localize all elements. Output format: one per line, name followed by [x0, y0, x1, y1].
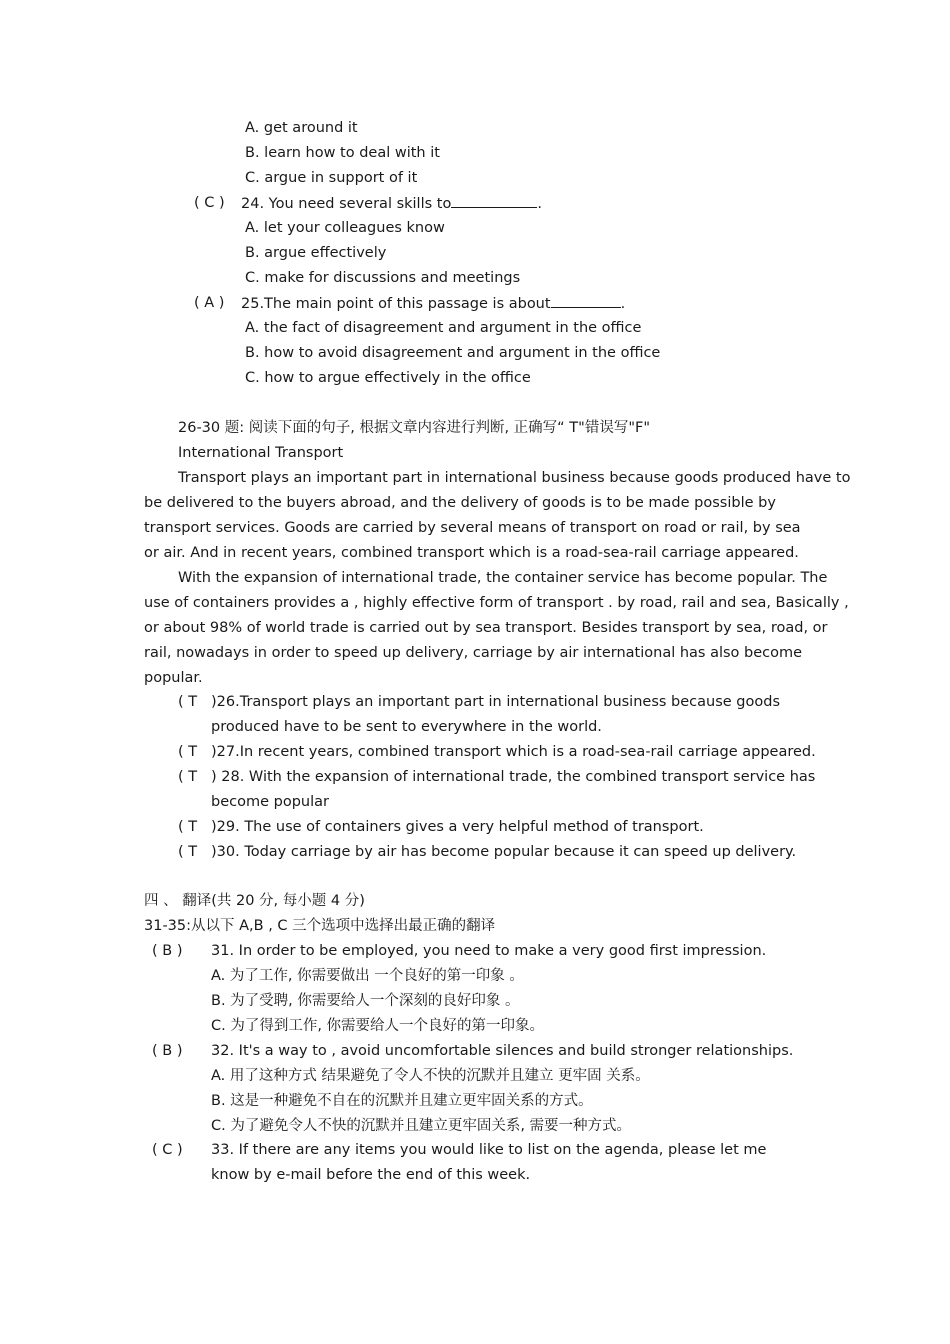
translation-instruction: 31-35:从以下 A,B , C 三个选项中选择出最正确的翻译: [144, 918, 496, 934]
q31-answer: ( B ): [152, 943, 183, 959]
passage-line: Transport plays an important part in international business because goods produced have to: [178, 470, 851, 486]
tf30-line1: )30. Today carriage by air has become popular because it can speed up delivery.: [211, 844, 797, 860]
q32-stem: 32. It's a way to , avoid uncomfortable silences and build stronger relationships.: [211, 1043, 794, 1059]
q31-option-a: A. 为了工作, 你需要做出 一个良好的第一印象 。: [211, 968, 524, 984]
passage-line: use of containers provides a , highly effective form of transport . by road, rail and sea, Basically ,: [144, 595, 849, 611]
tf26-answer: ( T: [178, 694, 198, 710]
q32-answer: ( B ): [152, 1043, 183, 1059]
tf26-line2: produced have to be sent to everywhere in the world.: [211, 719, 602, 735]
q23-option-c: C. argue in support of it: [245, 170, 418, 186]
tf30-answer: ( T: [178, 844, 198, 860]
passage-line: or about 98% of world trade is carried out by sea transport. Besides transport by sea, road, or: [144, 620, 828, 636]
passage-line: With the expansion of international trade, the container service has become popular. The: [178, 570, 828, 586]
q23-option-a: A. get around it: [245, 120, 358, 136]
passage-line: or air. And in recent years, combined transport which is a road-sea-rail carriage appeared.: [144, 545, 799, 561]
q24-option-b: B. argue effectively: [245, 245, 387, 261]
translation-heading: 四 、 翻译(共 20 分, 每小题 4 分): [144, 893, 365, 909]
q25-blank: [551, 293, 621, 308]
q31-stem: 31. In order to be employed, you need to make a very good first impression.: [211, 943, 767, 959]
tf27-line1: )27.In recent years, combined transport which is a road-sea-rail carriage appeared.: [211, 744, 816, 760]
q25-option-a: A. the fact of disagreement and argument in the office: [245, 320, 642, 336]
reading-instruction: 26-30 题: 阅读下面的句子, 根据文章内容进行判断, 正确写“ T"错误写"F": [178, 420, 650, 436]
q25-answer: ( A ): [194, 295, 225, 311]
tf29-line1: )29. The use of containers gives a very helpful method of transport.: [211, 819, 704, 835]
tf28-line2: become popular: [211, 794, 329, 810]
q33-answer: ( C ): [152, 1142, 183, 1158]
reading-title: International Transport: [178, 445, 344, 461]
q24-stem: 24. You need several skills to .: [241, 193, 542, 214]
q32-option-b: B. 这是一种避免不自在的沉默并且建立更牢固关系的方式。: [211, 1093, 593, 1109]
q25-option-b: B. how to avoid disagreement and argument in the office: [245, 345, 661, 361]
q24-answer: ( C ): [194, 195, 225, 211]
q25-option-c: C. how to argue effectively in the office: [245, 370, 531, 386]
q33-line1: 33. If there are any items you would like to list on the agenda, please let me: [211, 1142, 767, 1158]
q23-option-b: B. learn how to deal with it: [245, 145, 440, 161]
passage-line: transport services. Goods are carried by several means of transport on road or rail, by sea: [144, 520, 801, 536]
tf27-answer: ( T: [178, 744, 198, 760]
q24-option-a: A. let your colleagues know: [245, 220, 445, 236]
q33-line2: know by e-mail before the end of this week.: [211, 1167, 531, 1183]
tf28-answer: ( T: [178, 769, 198, 785]
q31-option-c: C. 为了得到工作, 你需要给人一个良好的第一印象。: [211, 1018, 545, 1034]
q24-option-c: C. make for discussions and meetings: [245, 270, 521, 286]
tf28-line1: ) 28. With the expansion of international trade, the combined transport service has: [211, 769, 816, 785]
tf26-line1: )26.Transport plays an important part in international business because goods: [211, 694, 781, 710]
q32-option-c: C. 为了避免令人不快的沉默并且建立更牢固关系, 需要一种方式。: [211, 1118, 632, 1134]
passage-line: be delivered to the buyers abroad, and the delivery of goods is to be made possible by: [144, 495, 776, 511]
tf29-answer: ( T: [178, 819, 198, 835]
passage-line: popular.: [144, 670, 203, 686]
q32-option-a: A. 用了这种方式 结果避免了令人不快的沉默并且建立 更牢固 关系。: [211, 1068, 650, 1084]
q24-blank: [451, 193, 537, 208]
q31-option-b: B. 为了受聘, 你需要给人一个深刻的良好印象 。: [211, 993, 520, 1009]
q25-stem: 25.The main point of this passage is about .: [241, 293, 625, 314]
passage-line: rail, nowadays in order to speed up delivery, carriage by air international has also become: [144, 645, 803, 661]
